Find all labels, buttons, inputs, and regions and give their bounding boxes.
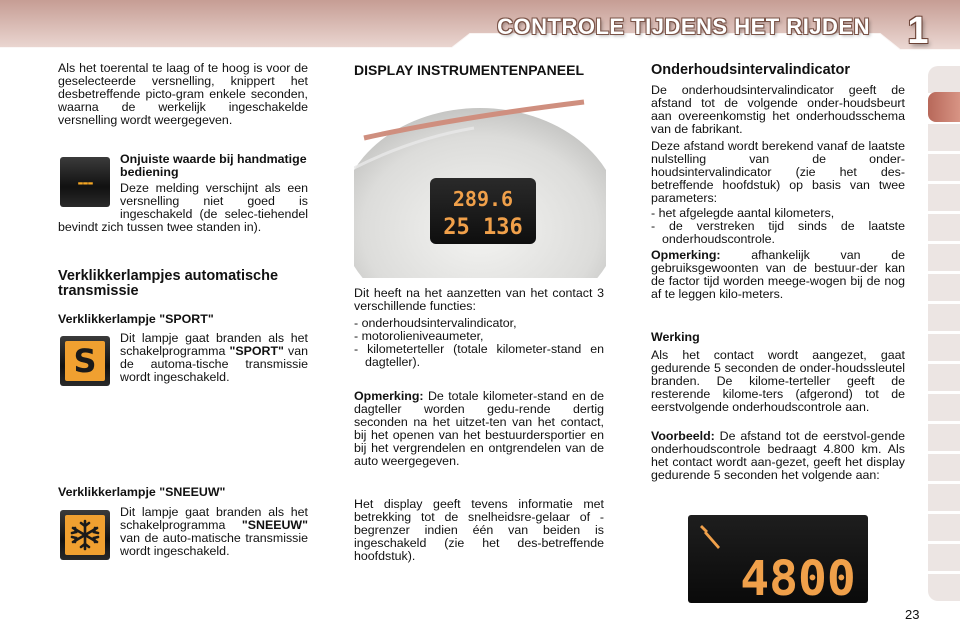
- snowflake-icon: [65, 515, 105, 555]
- side-tab[interactable]: [928, 574, 960, 601]
- side-tab[interactable]: [928, 184, 960, 211]
- note-text: afhankelijk van de gebruiksgewoonten van de bestuur-der kan de factor tijd worden meege-wogen bij de nog af te leggen kilo-meters.: [651, 248, 905, 301]
- side-tab[interactable]: [928, 334, 960, 361]
- sport-text-part1: Dit lampje gaat branden als het schakelprogramma: [120, 331, 308, 358]
- side-tab-active[interactable]: [928, 92, 960, 122]
- list-item: - de verstreken tijd sinds de laatste onderhoudscontrole.: [651, 219, 905, 246]
- sport-lamp-title: Verklikkerlampje "SPORT": [58, 312, 214, 326]
- list-item: - motorolieniveaumeter,: [354, 329, 484, 343]
- snow-text-part1: Dit lampje gaat branden als het schakelprogramma: [120, 505, 308, 532]
- page-number: 23: [905, 607, 920, 622]
- display-section-title: DISPLAY INSTRUMENTENPANEEL: [354, 62, 584, 78]
- list-item: - onderhoudsintervalindicator,: [354, 316, 517, 330]
- gear-intro-text: Als het toerental te laag of te hoog is voor de geselecteerde versnelling, knippert het desbetreffende picto-gram enkele seconden, waarna de werkelijk ingeschakelde versnelling wordt weergegeven.: [58, 61, 308, 127]
- sport-text-bold: "SPORT": [229, 344, 284, 358]
- instrument-panel-photo: [354, 98, 606, 278]
- lamps-section-title: Verklikkerlampjes automatische transmissie: [58, 268, 279, 299]
- service-display-value: 4800: [740, 551, 856, 603]
- service-indicator-p2: Deze afstand wordt berekend vanaf de laatste nulstelling van de onder-houdsintervalindicator (zie het des-betreffende hoofdstuk) op basis van twee parameters:: [651, 139, 905, 205]
- page-title: CONTROLE TIJDENS HET RIJDEN: [497, 14, 870, 39]
- example-text: [651, 430, 905, 482]
- service-note: [651, 249, 905, 301]
- side-tab[interactable]: [928, 304, 960, 331]
- side-tab[interactable]: [928, 424, 960, 451]
- side-tab[interactable]: [928, 364, 960, 391]
- side-tab[interactable]: [928, 454, 960, 481]
- service-display-photo: [688, 515, 868, 603]
- wrong-value-title: Onjuiste waarde bij handmatige bediening: [120, 152, 307, 179]
- wrong-value-text: [58, 182, 308, 234]
- service-params-list: [651, 207, 905, 246]
- list-item: - het afgelegde aantal kilometers,: [651, 206, 835, 220]
- side-tab[interactable]: [928, 244, 960, 271]
- chapter-number: 1: [907, 10, 929, 52]
- example-label: Voorbeeld:: [651, 429, 715, 443]
- s-letter-icon: S: [65, 341, 105, 381]
- note-label: Opmerking:: [354, 389, 424, 403]
- snow-lamp-title: Verklikkerlampje "SNEEUW": [58, 485, 226, 499]
- display-line2: 25 136: [443, 215, 523, 240]
- side-tab[interactable]: [928, 214, 960, 241]
- snow-text-part2: van de auto-matische transmissie wordt ingeschakeld.: [120, 531, 308, 558]
- werking-text: Als het contact wordt aangezet, gaat gedurende 5 seconden de onder-houdssleutel branden. De kilome-terteller geeft de resterende kilome-ters (afgerond) tot de eerstvolgende onderhoudscontrole aan.: [651, 348, 905, 414]
- side-tab[interactable]: [928, 124, 960, 151]
- snow-text-bold: "SNEEUW": [241, 518, 308, 532]
- wrong-value-body: Deze melding verschijnt als een versnelling niet goed is ingeschakeld (de selec-tiehendel bevindt zich tussen twee standen in).: [58, 181, 308, 234]
- note-label: Opmerking:: [651, 248, 721, 262]
- side-tab[interactable]: [928, 274, 960, 301]
- example-body: De afstand tot de eerstvol-gende onderhoudscontrole bedraagt 4.800 km. Als het contact wordt aan-gezet, geeft het display gedurende 5 seconden het volgende aan:: [651, 429, 905, 482]
- display-functions-list: [354, 317, 604, 369]
- sport-lamp-text: [120, 332, 308, 384]
- dashes-icon: ---: [77, 171, 93, 192]
- side-tab[interactable]: [928, 514, 960, 541]
- list-item: - kilometerteller (totale kilometer-stand en dagteller).: [354, 342, 604, 369]
- service-indicator-title: Onderhoudsintervalindicator: [651, 62, 850, 78]
- snow-lamp-text: [120, 506, 308, 558]
- snow-lamp-icon: [60, 510, 110, 560]
- service-indicator-p1: De onderhoudsintervalindicator geeft de afstand tot de volgende onder-houdsbeurt aan overeenkomstig het onderhoudsschema van de fabrikant.: [651, 83, 905, 136]
- display-line1: 289.6: [452, 187, 514, 211]
- sport-lamp-icon: [60, 336, 110, 386]
- side-tab[interactable]: [928, 154, 960, 181]
- display-note: [354, 390, 604, 468]
- display-intro: Dit heeft na het aanzetten van het contact 3 verschillende functies:: [354, 286, 604, 313]
- side-tab[interactable]: [928, 544, 960, 571]
- side-tab[interactable]: [928, 394, 960, 421]
- side-tab[interactable]: [928, 484, 960, 511]
- sport-text-part2: van de automa-tische transmissie wordt ingeschakeld.: [120, 344, 308, 384]
- float-spacer: [58, 182, 120, 212]
- note-text: De totale kilometer-stand en de dagteller worden gedu-rende dertig seconden na het uitzet-ten van het contact, bij het openen van het bestuurdersportier en bij het vergrendelen en ontgrendelen van de auto weergegeven.: [354, 389, 604, 468]
- display-extra-info: Het display geeft tevens informatie met betrekking tot de snelheidsre-gelaar of -begrenzer indien één van beiden is ingeschakeld (zie het des-betreffende hoofdstuk).: [354, 497, 604, 563]
- werking-title: Werking: [651, 330, 700, 344]
- side-tab[interactable]: [928, 66, 960, 93]
